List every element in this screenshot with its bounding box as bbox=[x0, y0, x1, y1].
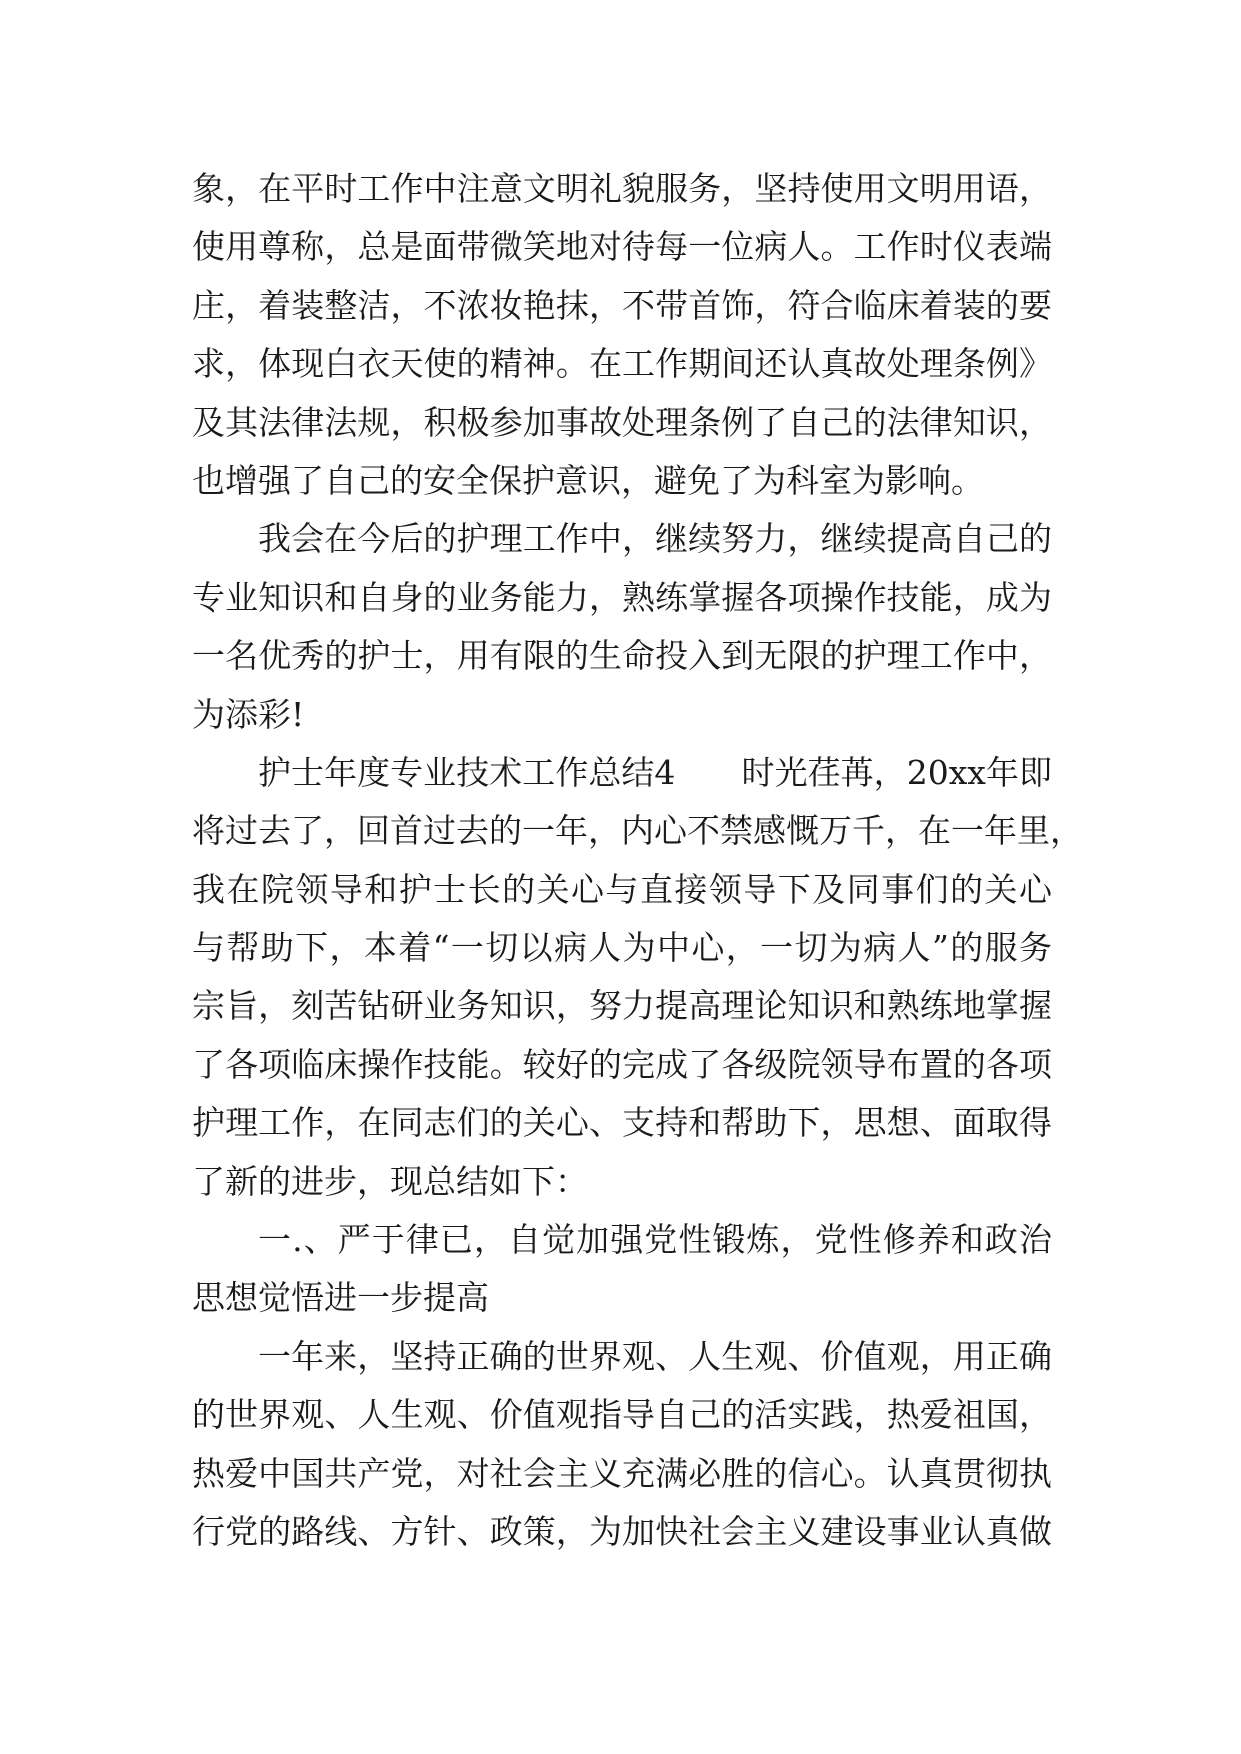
text-line: 护理工作，在同志们的关心、支持和帮助下，思想、面取得 bbox=[192, 1103, 1052, 1143]
text-line: 与帮助下，本着“一切以病人为中心，一切为病人”的服务 bbox=[192, 928, 1052, 968]
text-line: 宗旨，刻苦钻研业务知识，努力提高理论知识和熟练地掌握 bbox=[192, 986, 1052, 1026]
text-line: 我会在今后的护理工作中，继续努力，继续提高自己的 bbox=[258, 519, 1052, 559]
text-line: 使用尊称，总是面带微笑地对待每一位病人。工作时仪表端 bbox=[192, 227, 1052, 267]
text-line: 一名优秀的护士，用有限的生命投入到无限的护理工作中， bbox=[192, 636, 1052, 676]
text-line: 我在院领导和护士长的关心与直接领导下及同事们的关心 bbox=[192, 869, 1052, 909]
text-line: 庄，着装整洁，不浓妆艳抹，不带首饰，符合临床着装的要 bbox=[192, 285, 1052, 325]
text-line: 的世界观、人生观、价值观指导自己的活实践，热爱祖国， bbox=[192, 1395, 1052, 1435]
text-line: 及其法律法规，积极参加事故处理条例了自己的法律知识， bbox=[192, 402, 1052, 442]
document-body bbox=[192, 160, 1083, 1561]
text-line: 象，在平时工作中注意文明礼貌服务，坚持使用文明用语， bbox=[192, 169, 1052, 208]
text-line: 将过去了，回首过去的一年，内心不禁感慨万千，在一年里， bbox=[192, 811, 1083, 851]
text-line: 一年来，坚持正确的世界观、人生观、价值观，用正确 bbox=[258, 1336, 1052, 1376]
text-line: 一.、严于律已，自觉加强党性锻炼，党性修养和政治 bbox=[258, 1220, 1052, 1260]
text-line: 专业知识和自身的业务能力，熟练掌握各项操作技能，成为 bbox=[192, 577, 1052, 617]
text-line: 为添彩! bbox=[192, 694, 305, 734]
text-line: 热爱中国共产党，对社会主义充满必胜的信心。认真贯彻执 bbox=[192, 1453, 1052, 1493]
text-line: 了新的进步，现总结如下： bbox=[192, 1161, 588, 1201]
text-line: 行党的路线、方针、政策，为加快社会主义建设事业认真做 bbox=[192, 1511, 1052, 1551]
text-line: 也增强了自己的安全保护意识，避免了为科室为影响。 bbox=[192, 460, 984, 500]
text-line: 护士年度专业技术工作总结4 时光荏苒，20xx年即 bbox=[258, 752, 1052, 792]
text-line: 思想觉悟进一步提高 bbox=[192, 1278, 489, 1318]
text-line: 求，体现白衣天使的精神。在工作期间还认真故处理条例》 bbox=[192, 344, 1052, 384]
text-line: 了各项临床操作技能。较好的完成了各级院领导布置的各项 bbox=[192, 1044, 1052, 1084]
